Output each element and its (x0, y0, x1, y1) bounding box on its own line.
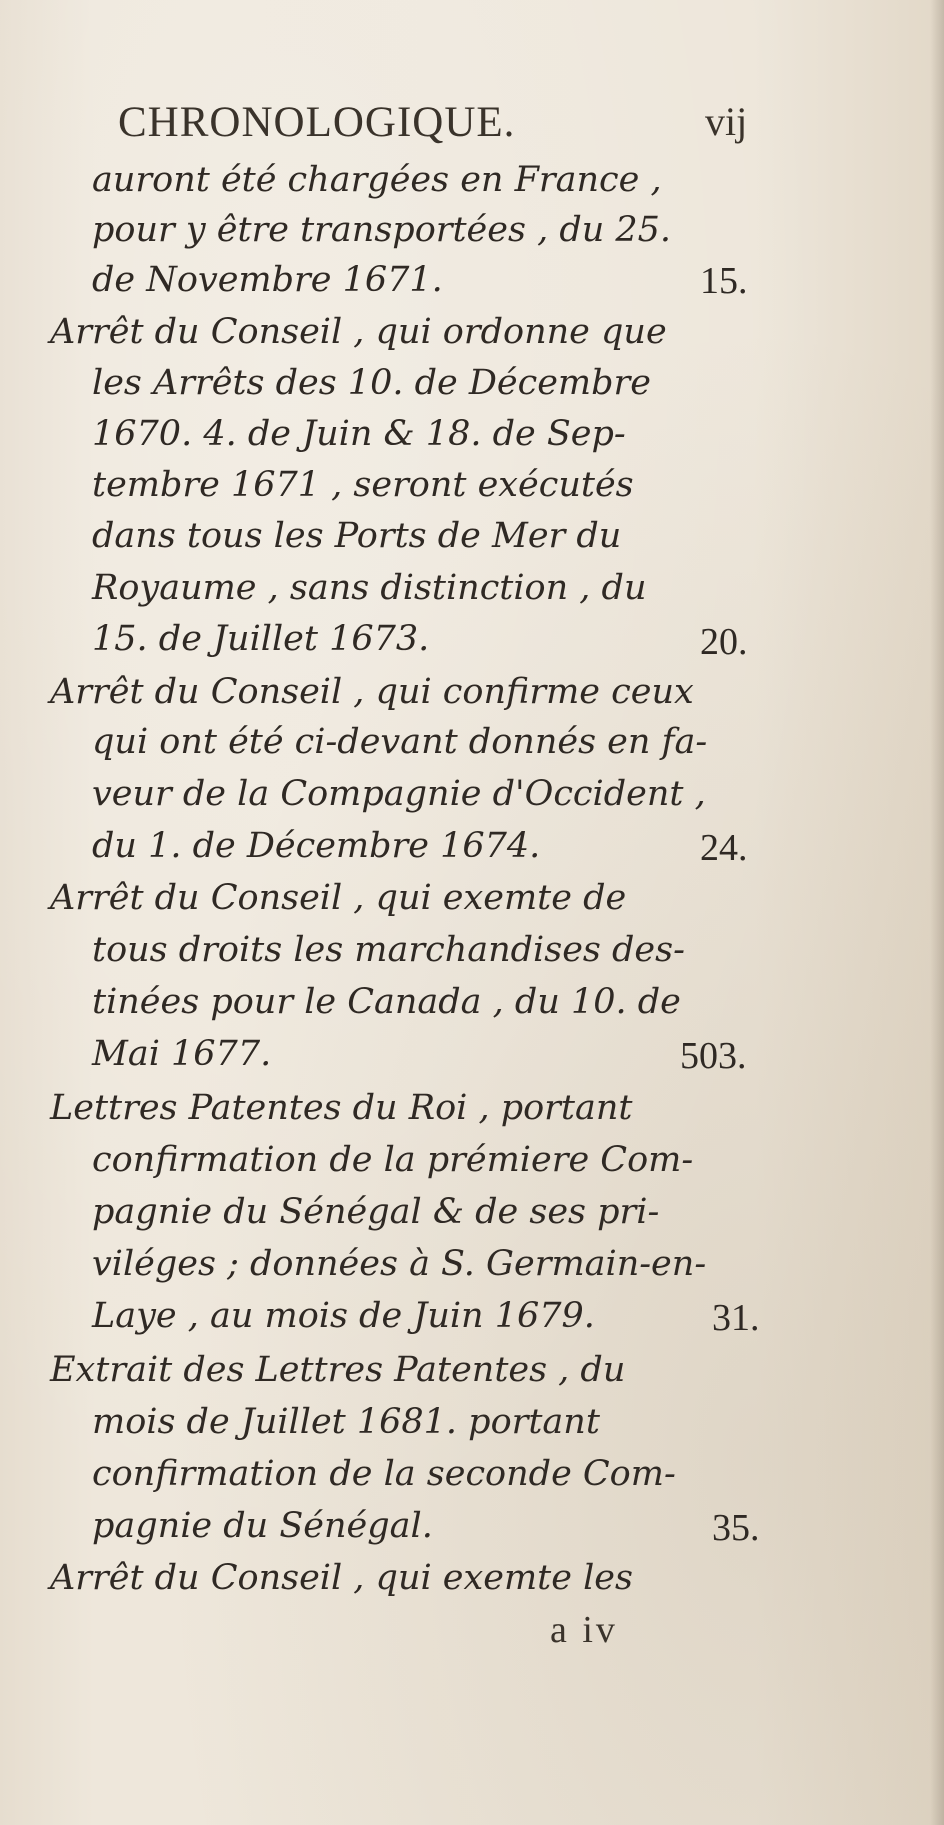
page-reference: 24. (700, 827, 748, 869)
entry-line: 15. de Juillet 1673. (92, 619, 430, 659)
entry-line: pour y être transportées , du 25. (92, 210, 672, 250)
entry-line: veur de la Compagnie d'Occident , (92, 774, 706, 814)
page-reference: 35. (712, 1507, 760, 1549)
entry-line: confirmation de la seconde Com- (92, 1454, 676, 1494)
entry-line: Laye , au mois de Juin 1679. (92, 1296, 595, 1336)
entry-line: tous droits les marchandises des- (92, 930, 685, 970)
folio-number: vij (705, 99, 748, 144)
entry-line: qui ont été ci-devant donnés en fa- (92, 722, 708, 762)
page-reference: 503. (680, 1035, 747, 1077)
entry-line: Extrait des Lettres Patentes , du (50, 1350, 626, 1390)
entry-line: viléges ; données à S. Germain-en- (92, 1244, 707, 1284)
entry-line: Royaume , sans distinction , du (92, 568, 647, 608)
signature-mark: a iv (550, 1609, 618, 1651)
entry-line: Mai 1677. (92, 1034, 272, 1074)
entry-line: les Arrêts des 10. de Décembre (92, 363, 651, 403)
entry-line: 1670. 4. de Juin & 18. de Sep- (92, 414, 626, 454)
entry-line: dans tous les Ports de Mer du (92, 516, 622, 556)
entry-line: Arrêt du Conseil , qui ordonne que (50, 312, 667, 352)
entry-line: tinées pour le Canada , du 10. de (92, 982, 681, 1022)
entry-line: Arrêt du Conseil , qui exemte les (50, 1558, 633, 1598)
entry-line: de Novembre 1671. (92, 260, 443, 300)
entry-line: tembre 1671 , seront exécutés (92, 465, 634, 505)
entry-line: du 1. de Décembre 1674. (92, 826, 541, 866)
page-reference: 20. (700, 621, 748, 663)
entry-line: Arrêt du Conseil , qui confirme ceux (50, 672, 694, 712)
entry-line: confirmation de la prémiere Com- (92, 1140, 694, 1180)
entry-line: pagnie du Sénégal & de ses pri- (92, 1192, 660, 1232)
running-head: CHRONOLOGIQUE. (118, 99, 516, 146)
entry-line: pagnie du Sénégal. (92, 1506, 433, 1546)
page-reference: 15. (700, 260, 748, 302)
entry-line: mois de Juillet 1681. portant (92, 1402, 600, 1442)
entry-line: Arrêt du Conseil , qui exemte de (50, 878, 627, 918)
entry-line: auront été chargées en France , (92, 160, 662, 200)
page-reference: 31. (712, 1297, 760, 1339)
entry-line: Lettres Patentes du Roi , portant (50, 1088, 633, 1128)
